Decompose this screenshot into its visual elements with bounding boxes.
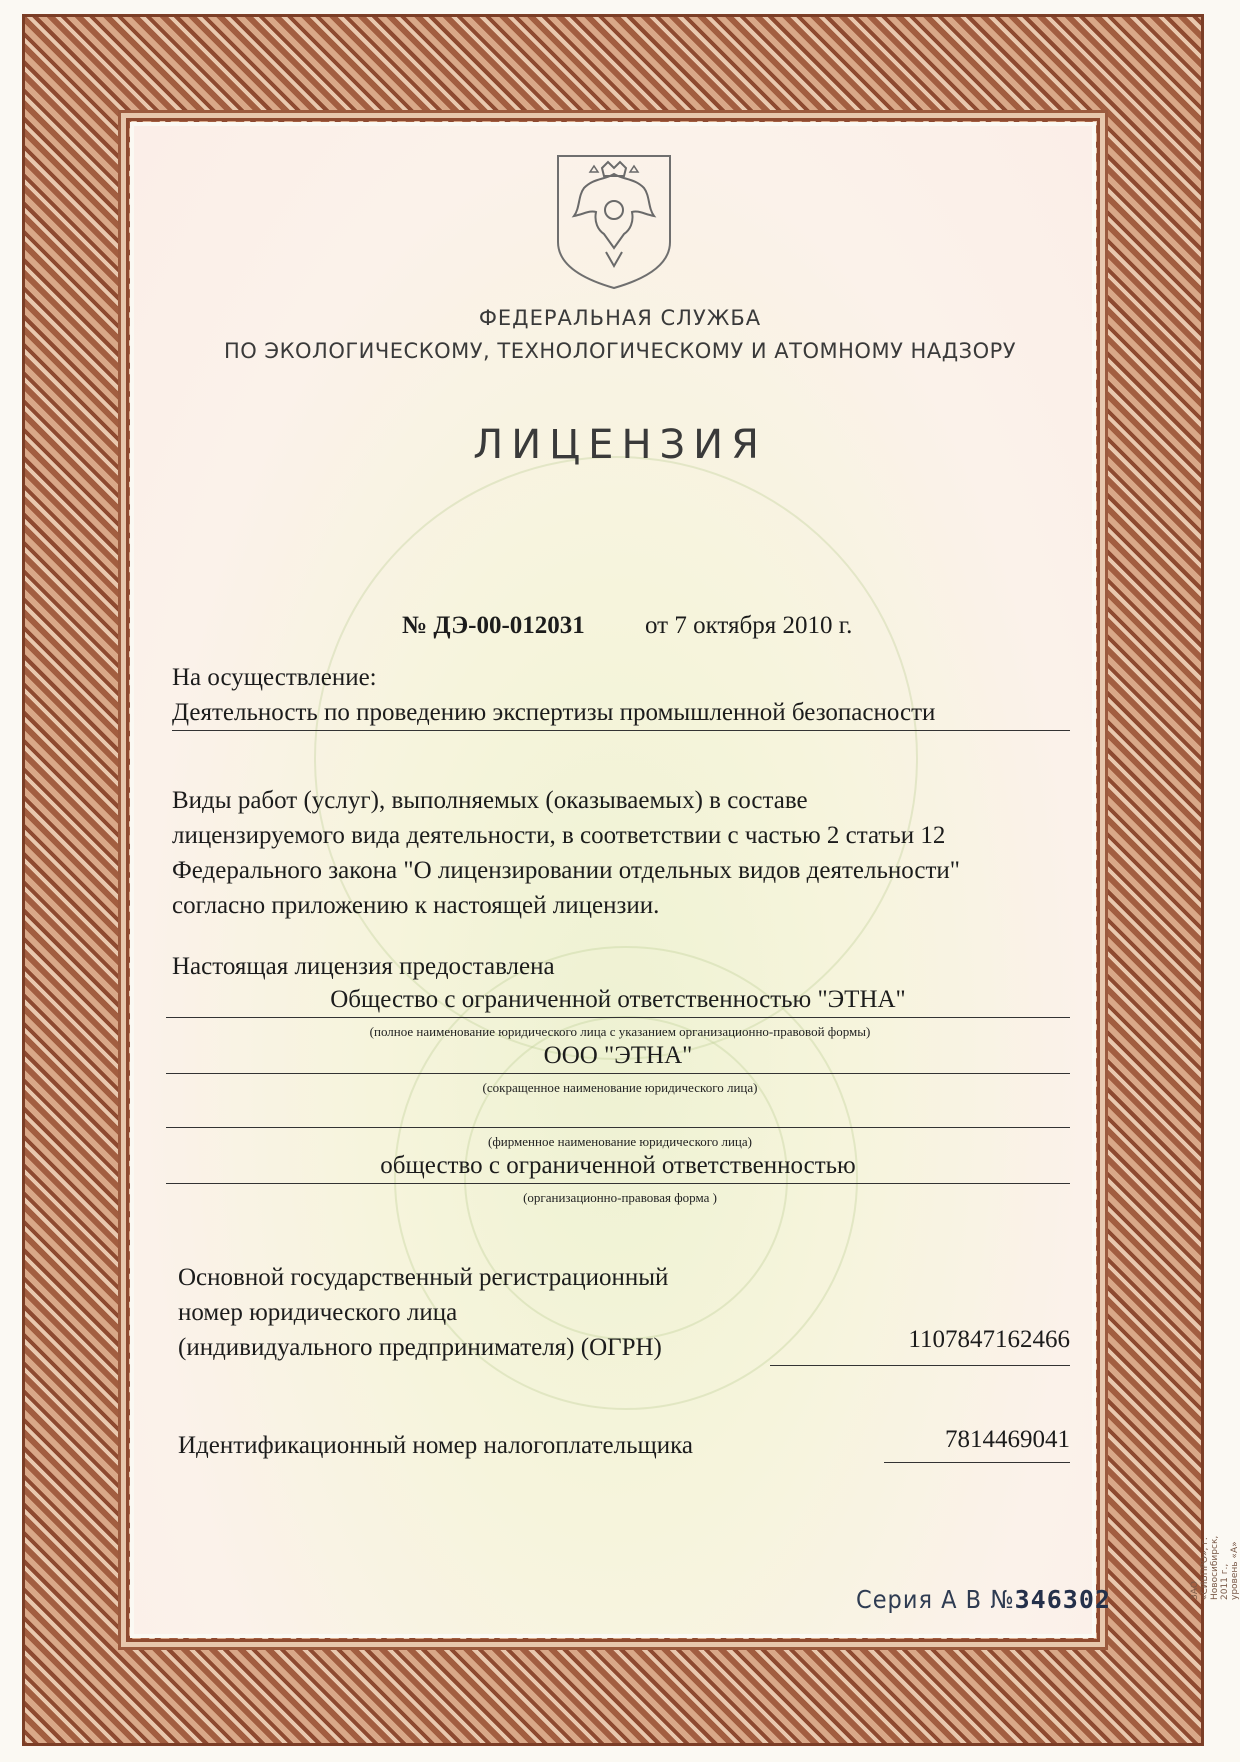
license-date: от 7 октября 2010 г. bbox=[645, 612, 853, 639]
license-number: № ДЭ-00-012031 bbox=[402, 612, 585, 639]
inn-label: Идентификационный номер налогоплательщика bbox=[178, 1432, 694, 1459]
underline bbox=[166, 1017, 1070, 1018]
full-name-caption: (полное наименование юридического лица с указанием организационно-правовой формы) bbox=[369, 1024, 871, 1039]
works-line: Виды работ (услуг), выполняемых (оказываемых) в составе bbox=[172, 787, 808, 814]
agency-name-line2: ПО ЭКОЛОГИЧЕСКОМУ, ТЕХНОЛОГИЧЕСКОМУ И АТОМНОМУ НАДЗОРУ bbox=[223, 339, 1017, 363]
purpose-activity: Деятельность по проведению экспертизы промышленной безопасности bbox=[172, 699, 936, 726]
coat-of-arms-icon bbox=[554, 152, 674, 292]
ogrn-label: (индивидуального предпринимателя) (ОГРН) bbox=[178, 1334, 662, 1361]
purpose-label: На осуществление: bbox=[172, 664, 377, 691]
underline bbox=[166, 1183, 1070, 1184]
underline bbox=[884, 1462, 1070, 1463]
printer-note: ЗАО «СИБПРО», г. Новосибирск, 2011 г., уровень «А» bbox=[1190, 1535, 1240, 1600]
page-title: ЛИЦЕНЗИЯ bbox=[473, 422, 767, 468]
short-name-caption: (сокращенное наименование юридического лица) bbox=[482, 1080, 758, 1095]
agency-name-line1: ФЕДЕРАЛЬНАЯ СЛУЖБА bbox=[478, 306, 762, 330]
works-line: лицензируемого вида деятельности, в соответствии с частью 2 статьи 12 bbox=[172, 822, 946, 849]
underline bbox=[770, 1365, 1070, 1366]
works-line: согласно приложению к настоящей лицензии. bbox=[172, 892, 660, 919]
brand-name-caption: (фирменное наименование юридического лица) bbox=[488, 1134, 752, 1149]
ogrn-value: 1107847162466 bbox=[908, 1326, 1070, 1353]
series-digits: 346302 bbox=[1014, 1585, 1111, 1614]
full-name-value: Общество с ограниченной ответственностью "ЭТНА" bbox=[330, 986, 906, 1013]
underline bbox=[172, 730, 1070, 731]
short-name-value: ООО "ЭТНА" bbox=[543, 1042, 693, 1069]
legal-form-value: общество с ограниченной ответственностью bbox=[380, 1152, 856, 1179]
granted-label: Настоящая лицензия предоставлена bbox=[172, 953, 555, 980]
series-number bbox=[856, 1585, 1111, 1614]
legal-form-caption: (организационно-правовая форма ) bbox=[523, 1190, 717, 1205]
ogrn-label: Основной государственный регистрационный bbox=[178, 1264, 669, 1291]
ogrn-label: номер юридического лица bbox=[178, 1299, 458, 1326]
underline bbox=[166, 1127, 1070, 1128]
works-line: Федерального закона "О лицензировании отдельных видов деятельности" bbox=[172, 857, 960, 884]
inn-value: 7814469041 bbox=[945, 1426, 1070, 1453]
underline bbox=[166, 1073, 1070, 1074]
series-prefix: Серия А В № bbox=[856, 1585, 1015, 1614]
